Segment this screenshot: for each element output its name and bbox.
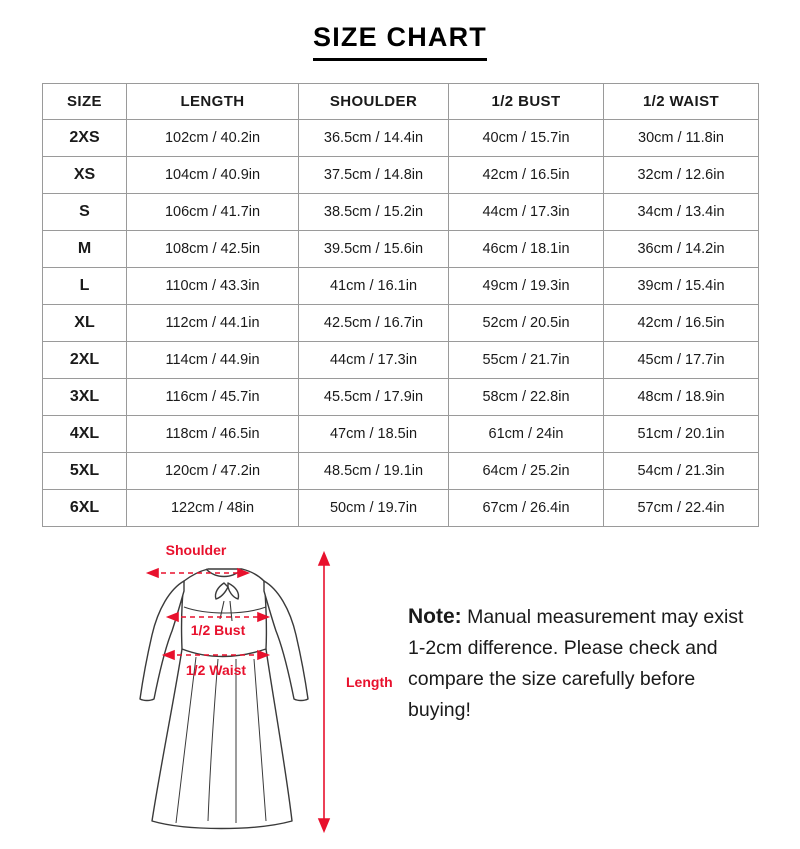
cell-length: 112cm / 44.1in: [127, 305, 299, 342]
cell-length: 104cm / 40.9in: [127, 157, 299, 194]
cell-half-waist: 30cm / 11.8in: [604, 120, 759, 157]
cell-shoulder: 47cm / 18.5in: [299, 416, 449, 453]
column-header-length: LENGTH: [127, 84, 299, 120]
cell-shoulder: 48.5cm / 19.1in: [299, 453, 449, 490]
table-row: [43, 305, 759, 342]
column-header-half-bust: 1/2 BUST: [449, 84, 604, 120]
label-half-bust: 1/2 Bust: [190, 622, 246, 638]
dress-measurement-svg: [96, 539, 396, 839]
cell-shoulder: 45.5cm / 17.9in: [299, 379, 449, 416]
cell-length: 114cm / 44.9in: [127, 342, 299, 379]
column-header-shoulder: SHOULDER: [299, 84, 449, 120]
label-shoulder: Shoulder: [165, 542, 227, 558]
note-label: Note:: [408, 605, 462, 628]
table-row: [43, 490, 759, 527]
cell-half-waist: 42cm / 16.5in: [604, 305, 759, 342]
lower-section: [0, 539, 800, 849]
cell-half-bust: 49cm / 19.3in: [449, 268, 604, 305]
cell-shoulder: 39.5cm / 15.6in: [299, 231, 449, 268]
cell-size: 4XL: [43, 416, 127, 453]
cell-shoulder: 44cm / 17.3in: [299, 342, 449, 379]
cell-size: L: [43, 268, 127, 305]
cell-half-bust: 58cm / 22.8in: [449, 379, 604, 416]
cell-half-bust: 42cm / 16.5in: [449, 157, 604, 194]
dress-outline-icon: [140, 569, 308, 829]
cell-half-bust: 52cm / 20.5in: [449, 305, 604, 342]
cell-length: 120cm / 47.2in: [127, 453, 299, 490]
label-half-waist: 1/2 Waist: [185, 662, 247, 678]
cell-size: XL: [43, 305, 127, 342]
column-header-half-waist: 1/2 WAIST: [604, 84, 759, 120]
cell-half-bust: 44cm / 17.3in: [449, 194, 604, 231]
label-length: Length: [346, 674, 393, 690]
note-block: [408, 601, 758, 726]
cell-half-waist: 51cm / 20.1in: [604, 416, 759, 453]
cell-size: 2XS: [43, 120, 127, 157]
cell-half-waist: 48cm / 18.9in: [604, 379, 759, 416]
table-row: [43, 416, 759, 453]
title-container: [0, 0, 800, 61]
cell-length: 116cm / 45.7in: [127, 379, 299, 416]
cell-shoulder: 37.5cm / 14.8in: [299, 157, 449, 194]
cell-shoulder: 42.5cm / 16.7in: [299, 305, 449, 342]
cell-half-waist: 54cm / 21.3in: [604, 453, 759, 490]
cell-half-bust: 40cm / 15.7in: [449, 120, 604, 157]
cell-half-bust: 67cm / 26.4in: [449, 490, 604, 527]
cell-half-waist: 34cm / 13.4in: [604, 194, 759, 231]
cell-size: 3XL: [43, 379, 127, 416]
cell-length: 110cm / 43.3in: [127, 268, 299, 305]
cell-half-waist: 45cm / 17.7in: [604, 342, 759, 379]
cell-shoulder: 50cm / 19.7in: [299, 490, 449, 527]
cell-half-waist: 32cm / 12.6in: [604, 157, 759, 194]
cell-length: 106cm / 41.7in: [127, 194, 299, 231]
cell-half-bust: 55cm / 21.7in: [449, 342, 604, 379]
table-body: [43, 120, 759, 527]
note-text: Manual measurement may exist 1-2cm difference. Please check and compare the size carefully before buying!: [408, 606, 744, 721]
table-row: [43, 157, 759, 194]
page-title: SIZE CHART: [313, 22, 487, 61]
cell-length: 122cm / 48in: [127, 490, 299, 527]
table-header-row: [43, 84, 759, 120]
cell-shoulder: 36.5cm / 14.4in: [299, 120, 449, 157]
measurement-diagram: [96, 539, 396, 839]
size-table-container: [42, 83, 758, 527]
cell-shoulder: 38.5cm / 15.2in: [299, 194, 449, 231]
cell-size: S: [43, 194, 127, 231]
table-row: [43, 268, 759, 305]
table-row: [43, 379, 759, 416]
table-row: [43, 120, 759, 157]
column-header-size: SIZE: [43, 84, 127, 120]
cell-size: XS: [43, 157, 127, 194]
table-header: [43, 84, 759, 120]
table-row: [43, 453, 759, 490]
cell-shoulder: 41cm / 16.1in: [299, 268, 449, 305]
cell-half-waist: 39cm / 15.4in: [604, 268, 759, 305]
cell-half-bust: 61cm / 24in: [449, 416, 604, 453]
cell-half-bust: 46cm / 18.1in: [449, 231, 604, 268]
cell-length: 102cm / 40.2in: [127, 120, 299, 157]
cell-half-bust: 64cm / 25.2in: [449, 453, 604, 490]
table-row: [43, 342, 759, 379]
cell-size: M: [43, 231, 127, 268]
table-row: [43, 194, 759, 231]
cell-size: 2XL: [43, 342, 127, 379]
cell-half-waist: 36cm / 14.2in: [604, 231, 759, 268]
cell-size: 5XL: [43, 453, 127, 490]
cell-size: 6XL: [43, 490, 127, 527]
cell-half-waist: 57cm / 22.4in: [604, 490, 759, 527]
cell-length: 118cm / 46.5in: [127, 416, 299, 453]
size-table: [42, 83, 759, 527]
table-row: [43, 231, 759, 268]
cell-length: 108cm / 42.5in: [127, 231, 299, 268]
